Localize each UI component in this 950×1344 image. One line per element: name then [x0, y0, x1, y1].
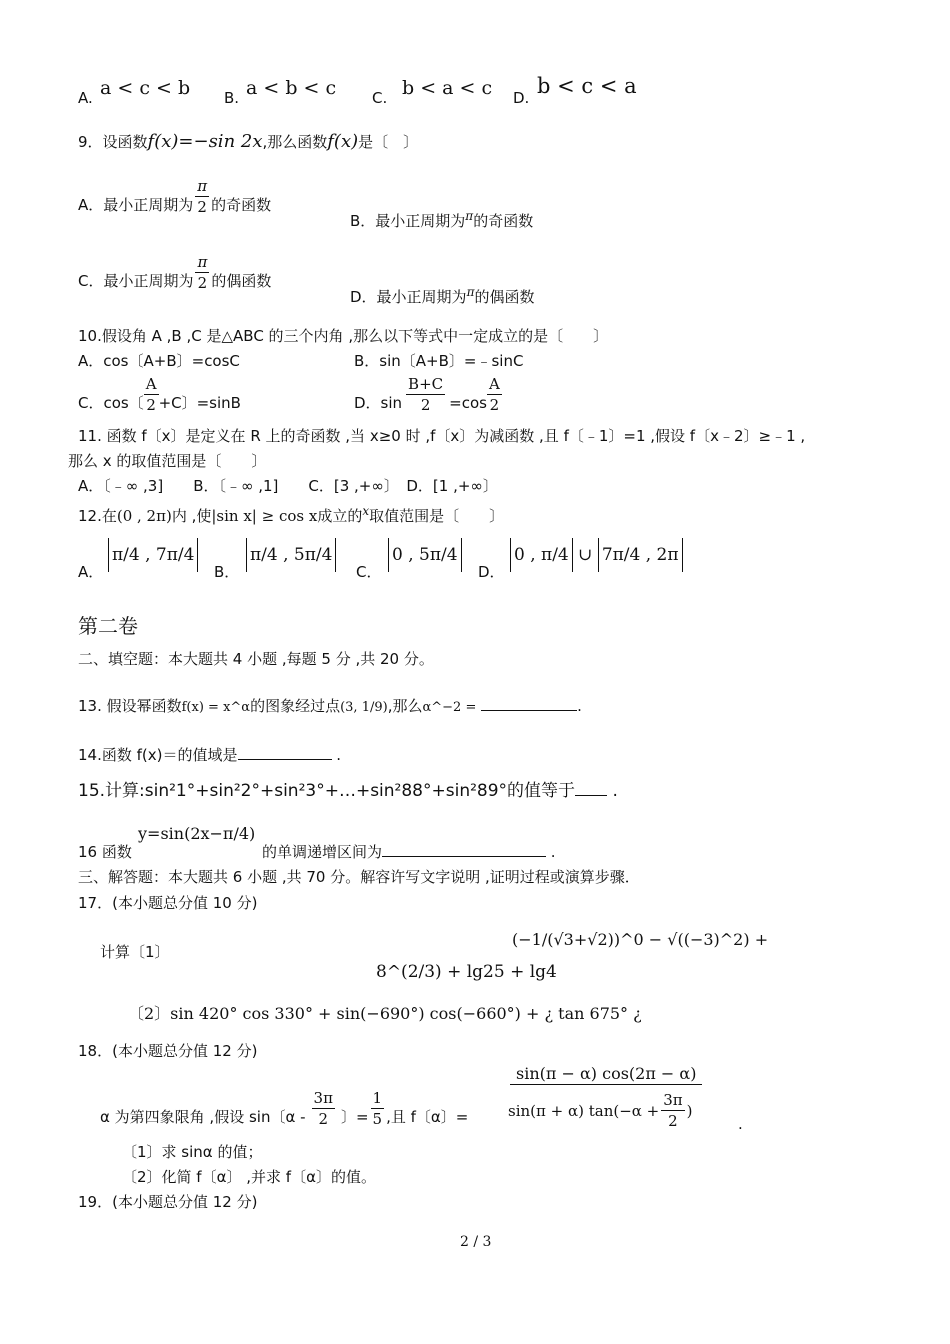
q14-text: 14.函数 f(x)＝的值域是	[78, 746, 238, 764]
q12-d-interval1: 0 , π/4	[510, 538, 573, 572]
q14-end: .	[336, 746, 342, 764]
q10-d-num2: A	[488, 375, 500, 393]
q16-label: 16 函数	[78, 843, 132, 861]
q18-stem-post: ,且 f〔α〕=	[386, 1108, 469, 1126]
q8-option-a-expr: a < c < b	[100, 77, 191, 99]
q18-frac-1: 1	[372, 1089, 383, 1107]
q13-mid: 的图象经过点	[250, 697, 341, 715]
q8-option-a-label: A.	[78, 89, 93, 107]
q9-c-text: C．最小正周期为	[78, 272, 194, 290]
q18-frac-5: 5	[372, 1110, 383, 1128]
part3-heading: 三、解答题：本大题共 6 小题 ,共 70 分。解容许写文字说明 ,证明过程或演算步骤．	[78, 868, 640, 886]
q11-line1: 11. 函数 f〔x〕是定义在 R 上的奇函数 ,当 x≥0 时 ,f〔x〕为减函数 ,且 f〔﹣1〕=1 ,假设 f〔x﹣2〕≥﹣1 ,	[78, 427, 806, 445]
q9-b-pi: π	[465, 209, 474, 223]
q12-d-union: ∪	[578, 545, 593, 565]
part2-fill-heading: 二、填空题：本大题共 4 小题 ,每题 5 分 ,共 20 分。	[78, 650, 434, 668]
q18-stem-pre: α 为第四象限角 ,假设 sin〔α -	[100, 1108, 306, 1126]
q12-inequality: |sin x| ≥ cos x	[211, 507, 318, 525]
q10-d-mid: =cos	[449, 394, 487, 412]
q18-stem-mid: 〕=	[340, 1108, 369, 1126]
q18-f-den-3pi: 3π	[663, 1091, 683, 1109]
q9-mid: ,那么函数	[262, 133, 328, 151]
q9-option-a	[78, 176, 271, 217]
q9-a-pi: π	[197, 177, 208, 195]
q19-title: 19．(本小题总分值 12 分)	[78, 1193, 258, 1211]
q12-option-d-expr	[510, 538, 683, 572]
q12-interval: (0 , 2π)	[116, 507, 172, 525]
q8-option-c-label: C.	[372, 89, 388, 107]
q9-d-tail: 的偶函数	[474, 288, 535, 306]
q13-pre: 13. 假设幂函数	[78, 697, 182, 715]
q12-b-interval: π/4 , 5π/4	[246, 538, 336, 572]
q18-sub1: 〔1〕求 sinα 的值；	[122, 1143, 263, 1161]
q9-c-two: 2	[197, 274, 208, 292]
q11-options: A．〔﹣∞ ,3] B．〔﹣∞ ,1] C．[3 ,+∞〕 D．[1 ,+∞〕	[78, 477, 498, 495]
q16-function: y=sin(2x−π/4)	[138, 824, 256, 843]
q9-c-pi: π	[197, 253, 208, 271]
q9-d-pi: π	[466, 285, 475, 299]
q17-part2: 〔2〕sin 420° cos 330° + sin(−690°) cos(−660°) + ¿ tan 675° ¿	[128, 1004, 642, 1023]
q10-c-post: +C〕=sinB	[158, 394, 241, 412]
q12-option-c-label: C．	[356, 563, 382, 581]
q9-prefix: 9．设函数	[78, 133, 148, 151]
part2-title: 第二卷	[78, 614, 138, 638]
q18-title: 18．(本小题总分值 12 分)	[78, 1042, 258, 1060]
q18-f-denominator	[508, 1090, 693, 1131]
q13-function: f(x) = x^α	[181, 700, 251, 715]
q18-stem	[100, 1088, 468, 1129]
q18-f-numerator: sin(π − α) cos(2π − α)	[510, 1064, 702, 1085]
page-number: 2 / 3	[460, 1234, 492, 1250]
q16-tail	[262, 842, 556, 862]
q10-d-den2: 2	[489, 396, 500, 414]
q8-option-b-expr: a < b < c	[246, 77, 337, 99]
q10-option-a: A．cos〔A+B〕=cosC	[78, 352, 240, 370]
q10-d-num: B+C	[408, 375, 444, 393]
q13-stem: 13. 假设幂函数f(x) = x^α的图象经过点(3, 1/9),那么α^−2 = .	[78, 697, 582, 715]
q9-stem	[78, 132, 418, 152]
q18-f-den-pre: sin(π + α) tan(−α +	[508, 1101, 660, 1120]
q13-point: (3, 1/9)	[340, 700, 388, 715]
q10-d-pre: D．sin	[354, 394, 403, 412]
q10-d-den: 2	[420, 396, 431, 414]
q9-function-ref: f(x)	[327, 131, 359, 152]
q9-option-c	[78, 252, 271, 293]
q17-part1-expr-b: (−1/(√3+√2))^0 − √((−3)^2) +	[512, 930, 769, 949]
q12-option-a-label: A．	[78, 563, 104, 581]
q9-c-tail: 的偶函数	[211, 272, 272, 290]
q12-var: x	[362, 504, 370, 518]
q8-option-d-label: D.	[513, 89, 530, 107]
q12-option-b-expr	[246, 538, 336, 572]
q9-a-tail: 的奇函数	[211, 196, 272, 214]
q18-f-den-2: 2	[668, 1112, 678, 1130]
q12-option-a-expr	[108, 538, 198, 572]
q18-end: .	[738, 1115, 743, 1133]
q15-line	[78, 780, 618, 802]
q13-expr: α^−2 =	[422, 700, 477, 715]
q10-option-b: B．sin〔A+B〕=﹣sinC	[354, 352, 524, 370]
q14-line	[78, 745, 341, 765]
q18-sub2: 〔2〕化简 f〔α〕 ,并求 f〔α〕的值。	[122, 1168, 376, 1186]
q15-end: .	[612, 781, 618, 801]
q10-c-den: 2	[146, 396, 156, 414]
q9-b-tail: 的奇函数	[473, 212, 534, 230]
q17-title: 17．(本小题总分值 10 分)	[78, 894, 258, 912]
q15-text: 15.计算:sin²1°+sin²2°+sin²3°+…+sin²88°+sin²89°的值等于	[78, 781, 576, 801]
q9-option-b	[350, 206, 533, 231]
q17-part1-label: 计算〔1〕	[100, 943, 170, 961]
q18-frac-2: 2	[318, 1110, 328, 1128]
q12-c-interval: 0 , 5π/4	[388, 538, 462, 572]
q12-post: 成立的	[317, 507, 363, 525]
q12-mid: 内 ,使	[171, 507, 212, 525]
q10-c-num: A	[145, 375, 157, 393]
q11-line2: 那么 x 的取值范围是〔 〕	[68, 452, 267, 470]
q13-answer-blank[interactable]	[481, 710, 577, 711]
q9-d-text: D．最小正周期为	[350, 288, 467, 306]
q12-pre: 12.在	[78, 507, 117, 525]
q9-option-d	[350, 282, 534, 307]
q13-post: ,那么	[387, 697, 423, 715]
q18-f-den-post: )	[686, 1101, 693, 1120]
q14-answer-blank[interactable]	[238, 759, 332, 760]
q9-function: f(x)=−sin 2x	[147, 131, 263, 152]
q10-option-d	[354, 374, 502, 415]
q10-option-c	[78, 374, 241, 415]
q9-a-text: A．最小正周期为	[78, 196, 194, 214]
q8-option-d-expr: b < c < a	[537, 74, 637, 98]
q10-stem: 10.假设角 A ,B ,C 是△ABC 的三个内角 ,那么以下等式中一定成立的是〔 〕	[78, 327, 609, 345]
q12-a-interval: π/4 , 7π/4	[108, 538, 198, 572]
q12-tail: 取值范围是〔 〕	[369, 507, 505, 525]
q12-option-d-label: D．	[478, 563, 505, 581]
q15-answer-blank[interactable]	[575, 795, 607, 796]
q9-b-text: B．最小正周期为	[350, 212, 466, 230]
q10-c-pre: C．cos〔	[78, 394, 144, 412]
q12-option-b-label: B．	[214, 563, 240, 581]
q12-d-interval2: 7π/4 , 2π	[598, 538, 683, 572]
q17-part1-expr-a: 8^(2/3) + lg25 + lg4	[376, 962, 557, 982]
q16-post: 的单调递增区间为	[262, 843, 383, 861]
q9-a-two: 2	[197, 198, 207, 216]
q12-stem	[78, 501, 504, 526]
q16-answer-blank[interactable]	[382, 856, 546, 857]
q18-frac-3pi: 3π	[313, 1089, 333, 1107]
q8-option-b-label: B.	[224, 89, 240, 107]
q12-option-c-expr	[388, 538, 462, 572]
q8-option-c-expr: b < a < c	[402, 77, 493, 99]
q16-end: .	[550, 843, 556, 861]
q9-suffix: 是〔 〕	[358, 133, 419, 151]
